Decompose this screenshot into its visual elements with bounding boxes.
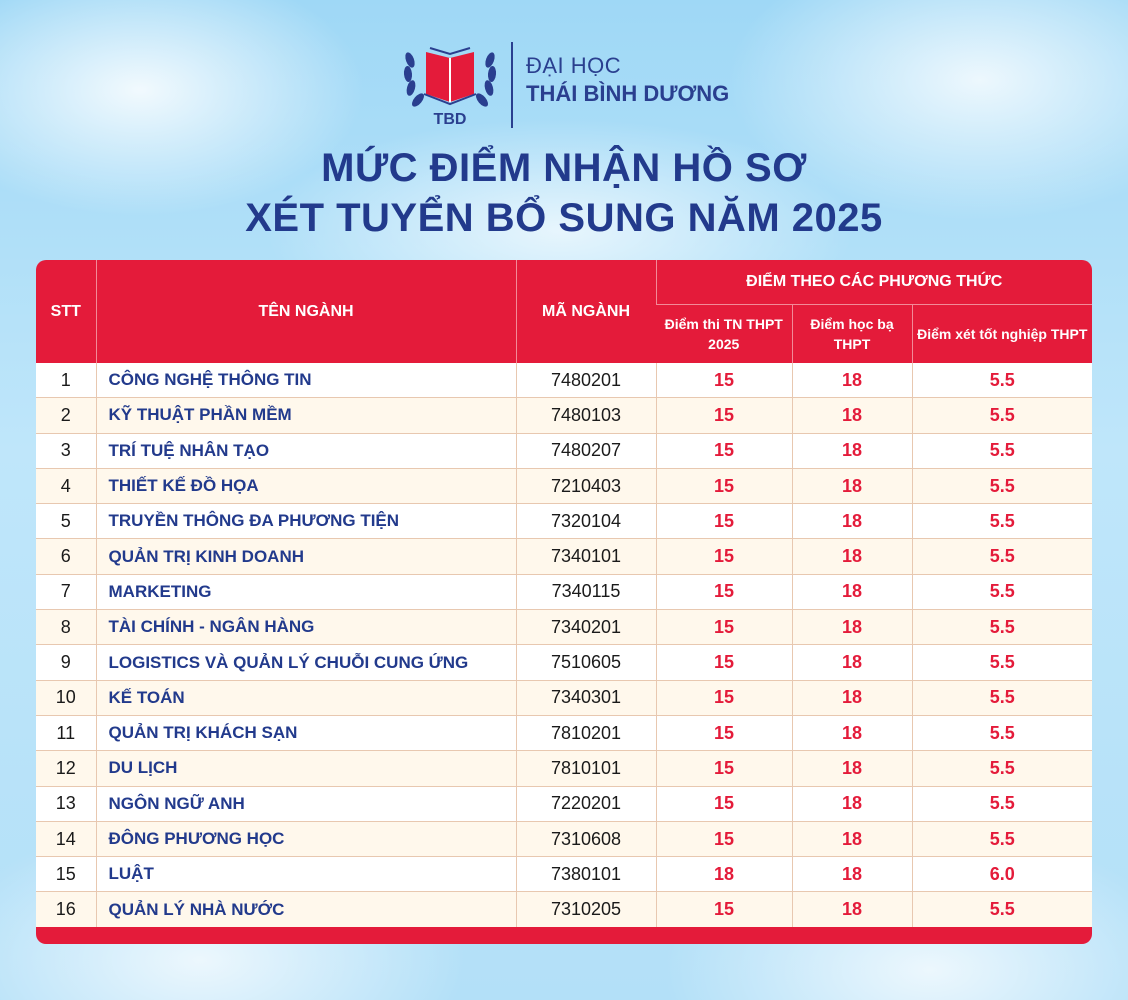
header-exam-score: Điểm thi TN THPT 2025 (664, 316, 783, 352)
row-major-code: 7510605 (516, 645, 656, 680)
row-major-code: 7340115 (516, 574, 656, 609)
row-graduation-score: 5.5 (912, 751, 1092, 786)
row-major-name: DU LỊCH (96, 751, 516, 786)
row-stt: 14 (36, 821, 96, 856)
row-major-code: 7480201 (516, 363, 656, 398)
row-major-name: QUẢN LÝ NHÀ NƯỚC (96, 892, 516, 927)
table-body (36, 363, 1092, 927)
row-transcript-score: 18 (792, 398, 912, 433)
table-row (36, 433, 1092, 468)
row-stt: 12 (36, 751, 96, 786)
row-stt: 15 (36, 857, 96, 892)
row-transcript-score: 18 (792, 574, 912, 609)
table-row (36, 645, 1092, 680)
row-exam-score: 15 (656, 786, 792, 821)
row-graduation-score: 5.5 (912, 539, 1092, 574)
row-major-code: 7340301 (516, 680, 656, 715)
row-major-code: 7320104 (516, 504, 656, 539)
table-row (36, 786, 1092, 821)
row-major-code: 7810201 (516, 715, 656, 750)
university-logo (400, 38, 740, 128)
row-major-name: THIẾT KẾ ĐỒ HỌA (96, 468, 516, 503)
header-major-name: TÊN NGÀNH (96, 260, 516, 363)
row-major-name: TRÍ TUỆ NHÂN TẠO (96, 433, 516, 468)
row-transcript-score: 18 (792, 539, 912, 574)
row-graduation-score: 5.5 (912, 363, 1092, 398)
row-transcript-score: 18 (792, 433, 912, 468)
score-table (36, 260, 1092, 927)
table-row (36, 574, 1092, 609)
row-exam-score: 15 (656, 468, 792, 503)
row-graduation-score: 5.5 (912, 468, 1092, 503)
row-exam-score: 15 (656, 680, 792, 715)
table-row (36, 821, 1092, 856)
row-exam-score: 15 (656, 751, 792, 786)
row-stt: 6 (36, 539, 96, 574)
row-stt: 2 (36, 398, 96, 433)
row-major-name: KẾ TOÁN (96, 680, 516, 715)
row-graduation-score: 5.5 (912, 892, 1092, 927)
page-title-line1: MỨC ĐIỂM NHẬN HỒ SƠ (321, 146, 807, 190)
university-name-line2: THÁI BÌNH DƯƠNG (526, 81, 730, 106)
row-graduation-score: 6.0 (912, 857, 1092, 892)
row-major-code: 7480207 (516, 433, 656, 468)
table-row (36, 539, 1092, 574)
header-major-code: MÃ NGÀNH (516, 260, 656, 363)
row-transcript-score: 18 (792, 504, 912, 539)
row-exam-score: 15 (656, 363, 792, 398)
table-row (36, 715, 1092, 750)
row-transcript-score: 18 (792, 715, 912, 750)
row-transcript-score: 18 (792, 892, 912, 927)
row-stt: 8 (36, 610, 96, 645)
row-stt: 7 (36, 574, 96, 609)
row-transcript-score: 18 (792, 645, 912, 680)
header-transcript-score: Điểm học bạ THPT (792, 305, 912, 364)
row-graduation-score: 5.5 (912, 504, 1092, 539)
row-major-code: 7310205 (516, 892, 656, 927)
row-stt: 13 (36, 786, 96, 821)
row-major-code: 7310608 (516, 821, 656, 856)
row-graduation-score: 5.5 (912, 821, 1092, 856)
row-major-code: 7210403 (516, 468, 656, 503)
header-score-methods: ĐIỂM THEO CÁC PHƯƠNG THỨC (656, 260, 1092, 305)
row-transcript-score: 18 (792, 751, 912, 786)
row-exam-score: 15 (656, 715, 792, 750)
row-graduation-score: 5.5 (912, 680, 1092, 715)
row-graduation-score: 5.5 (912, 786, 1092, 821)
row-major-name: NGÔN NGỮ ANH (96, 786, 516, 821)
row-stt: 1 (36, 363, 96, 398)
row-exam-score: 15 (656, 504, 792, 539)
row-major-code: 7480103 (516, 398, 656, 433)
table-row (36, 468, 1092, 503)
table-row (36, 610, 1092, 645)
row-exam-score: 15 (656, 610, 792, 645)
row-major-name: QUẢN TRỊ KHÁCH SẠN (96, 715, 516, 750)
row-transcript-score: 18 (792, 680, 912, 715)
score-table-container (36, 260, 1092, 944)
row-graduation-score: 5.5 (912, 433, 1092, 468)
row-major-name: TRUYỀN THÔNG ĐA PHƯƠNG TIỆN (96, 504, 516, 539)
book-laurel-icon (400, 38, 500, 128)
row-graduation-score: 5.5 (912, 645, 1092, 680)
row-major-code: 7340201 (516, 610, 656, 645)
university-name-line1: ĐẠI HỌC (526, 53, 622, 78)
row-transcript-score: 18 (792, 610, 912, 645)
row-major-name: QUẢN TRỊ KINH DOANH (96, 539, 516, 574)
row-major-code: 7380101 (516, 857, 656, 892)
row-stt: 4 (36, 468, 96, 503)
table-row (36, 363, 1092, 398)
row-stt: 11 (36, 715, 96, 750)
table-row (36, 751, 1092, 786)
row-exam-score: 18 (656, 857, 792, 892)
row-major-code: 7810101 (516, 751, 656, 786)
row-transcript-score: 18 (792, 786, 912, 821)
table-row (36, 892, 1092, 927)
row-exam-score: 15 (656, 398, 792, 433)
row-major-code: 7220201 (516, 786, 656, 821)
row-exam-score: 15 (656, 539, 792, 574)
header-stt: STT (50, 302, 81, 320)
header-graduation-score: Điểm xét tốt nghiệp THPT (912, 305, 1092, 364)
row-transcript-score: 18 (792, 857, 912, 892)
page-title-line2: XÉT TUYỂN BỔ SUNG NĂM 2025 (245, 196, 883, 240)
row-major-name: CÔNG NGHỆ THÔNG TIN (96, 363, 516, 398)
row-graduation-score: 5.5 (912, 398, 1092, 433)
row-major-code: 7340101 (516, 539, 656, 574)
row-stt: 3 (36, 433, 96, 468)
row-stt: 9 (36, 645, 96, 680)
row-exam-score: 15 (656, 821, 792, 856)
row-transcript-score: 18 (792, 468, 912, 503)
row-transcript-score: 18 (792, 821, 912, 856)
logo-divider (511, 42, 513, 128)
logo-text: TBD (433, 111, 467, 128)
row-major-name: LOGISTICS VÀ QUẢN LÝ CHUỖI CUNG ỨNG (96, 645, 516, 680)
row-graduation-score: 5.5 (912, 715, 1092, 750)
row-stt: 16 (36, 892, 96, 927)
row-graduation-score: 5.5 (912, 574, 1092, 609)
table-row (36, 857, 1092, 892)
row-stt: 5 (36, 504, 96, 539)
row-major-name: LUẬT (96, 857, 516, 892)
row-stt: 10 (36, 680, 96, 715)
row-exam-score: 15 (656, 645, 792, 680)
row-exam-score: 15 (656, 574, 792, 609)
row-major-name: KỸ THUẬT PHẦN MỀM (96, 398, 516, 433)
row-major-name: MARKETING (96, 574, 516, 609)
table-row (36, 504, 1092, 539)
table-row (36, 398, 1092, 433)
row-exam-score: 15 (656, 892, 792, 927)
row-transcript-score: 18 (792, 363, 912, 398)
row-graduation-score: 5.5 (912, 610, 1092, 645)
row-major-name: ĐÔNG PHƯƠNG HỌC (96, 821, 516, 856)
row-exam-score: 15 (656, 433, 792, 468)
row-major-name: TÀI CHÍNH - NGÂN HÀNG (96, 610, 516, 645)
table-row (36, 680, 1092, 715)
